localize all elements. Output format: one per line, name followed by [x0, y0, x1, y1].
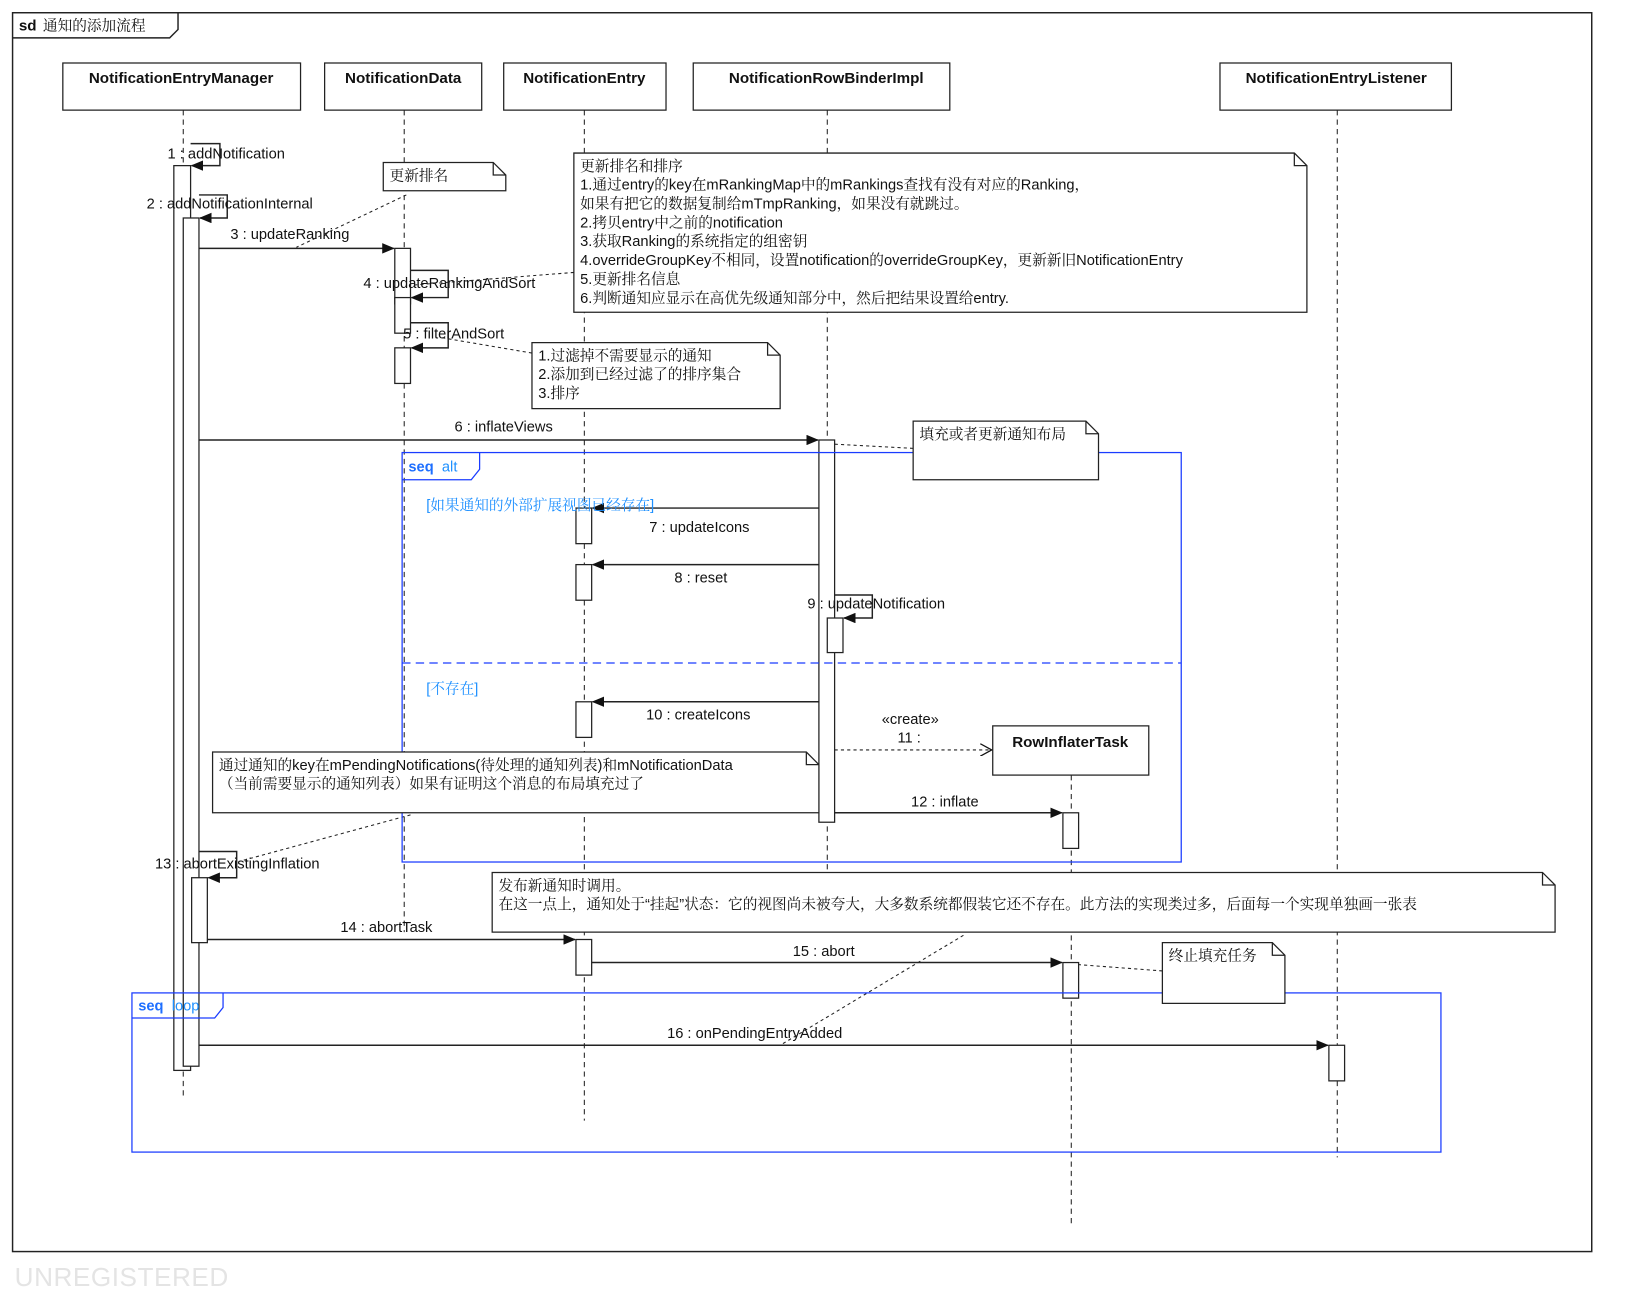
note-line: 在这一点上，通知处于“挂起”状态：它的视图尚未被夸大，大多数系统都假装它还不存在。此方法的实现类过多，后面每一个实现单独画一张表: [498, 897, 1417, 914]
lifeline-nem[interactable]: [63, 63, 301, 110]
message-label: 16 : onPendingEntryAdded: [667, 1025, 843, 1042]
note-line: 3.获取Ranking的系统指定的组密钥: [580, 234, 808, 251]
fragment-operator: alt: [441, 459, 458, 476]
note-line: （当前需要显示的通知列表）如果有证明这个消息的布局填充过了: [218, 776, 644, 793]
message-label: 4 : updateRankingAndSort: [363, 276, 536, 293]
frame-kind: sd: [18, 17, 37, 35]
note-line: 2.拷贝entry中之前的notification: [580, 215, 783, 232]
watermark-text: UNREGISTERED: [14, 1262, 229, 1293]
guard-not-exists: [不存在]: [426, 681, 479, 698]
lifeline-label: NotificationEntry: [523, 69, 646, 87]
message-label: 11 :: [897, 730, 921, 747]
lifeline-nd[interactable]: [325, 63, 482, 110]
note-line: 通过通知的key在mPendingNotifications(待处理的通知列表)和mNotificationData: [218, 757, 733, 774]
note-update-ranking: [383, 162, 506, 190]
note-line: 填充或者更新通知布局: [919, 426, 1067, 443]
message-label: 3 : updateRanking: [230, 226, 350, 243]
message-label: 8 : reset: [674, 570, 728, 587]
message-label: 5 : filterAndSort: [403, 326, 505, 343]
fragment-keyword: seq: [138, 998, 164, 1015]
message-label: 7 : updateIcons: [649, 520, 750, 537]
lifeline-label: NotificationEntryListener: [1245, 69, 1427, 87]
lifeline-rit[interactable]: [993, 726, 1149, 775]
fragment-keyword: seq: [408, 459, 434, 476]
message-label: 15 : abort: [792, 944, 855, 961]
lifeline-label: NotificationEntryManager: [88, 69, 274, 87]
lifeline-label: NotificationData: [345, 69, 462, 87]
message-label: 9 : updateNotification: [807, 596, 946, 613]
note-line: 如果有把它的数据复制给mTmpRanking，如果没有就跳过。: [580, 196, 969, 213]
lifeline-nrb[interactable]: [693, 63, 950, 110]
note-line: 更新排名: [389, 168, 449, 185]
lifeline-label: RowInflaterTask: [1012, 733, 1129, 751]
note-line: 4.overrideGroupKey不相同，设置notification的overrideGroupKey，更新新旧NotificationEntry: [580, 253, 1183, 270]
note-line: 5.更新排名信息: [580, 271, 681, 288]
note-abort: [1162, 943, 1285, 1004]
message-label: 10 : createIcons: [646, 707, 751, 724]
message-label: 2 : addNotificationInternal: [146, 196, 313, 213]
loop-fragment: [132, 993, 1441, 1152]
guard-exists: [如果通知的外部扩展视图已经存在]: [426, 498, 655, 515]
note-inflate: [913, 421, 1098, 480]
note-line: 1.通过entry的key在mRankingMap中的mRankings查找有没有对应的Ranking，: [580, 177, 1090, 194]
note-ranking-detail: [574, 153, 1307, 312]
note-line: 更新排名和排序: [580, 158, 683, 175]
note-line: 3.排序: [538, 386, 580, 403]
message-label: 12 : inflate: [911, 794, 979, 811]
message-label: 6 : inflateViews: [454, 419, 553, 436]
message-label: 1 : addNotification: [167, 146, 285, 163]
lifeline-nel[interactable]: [1220, 63, 1451, 110]
note-pending: [213, 752, 819, 813]
note-line: 发布新通知时调用。: [498, 878, 631, 895]
note-line: 6.判断通知应显示在高优先级通知部分中，然后把结果设置给entry.: [580, 290, 1010, 307]
message-label: 13 : abortExistingInflation: [154, 856, 320, 873]
note-line: 终止填充任务: [1168, 948, 1257, 965]
fragment-operator: loop: [171, 998, 200, 1015]
create-stereotype: «create»: [881, 711, 939, 728]
note-filter-sort: [532, 343, 780, 409]
lifeline-ne[interactable]: [504, 63, 666, 110]
note-publish: [492, 872, 1555, 932]
frame-title: 通知的添加流程: [42, 18, 146, 35]
note-line: 2.添加到已经过滤了的排序集合: [538, 367, 742, 384]
message-label: 14 : abortTask: [340, 920, 433, 937]
lifeline-label: NotificationRowBinderImpl: [728, 69, 924, 87]
note-line: 1.过滤掉不需要显示的通知: [538, 348, 712, 365]
